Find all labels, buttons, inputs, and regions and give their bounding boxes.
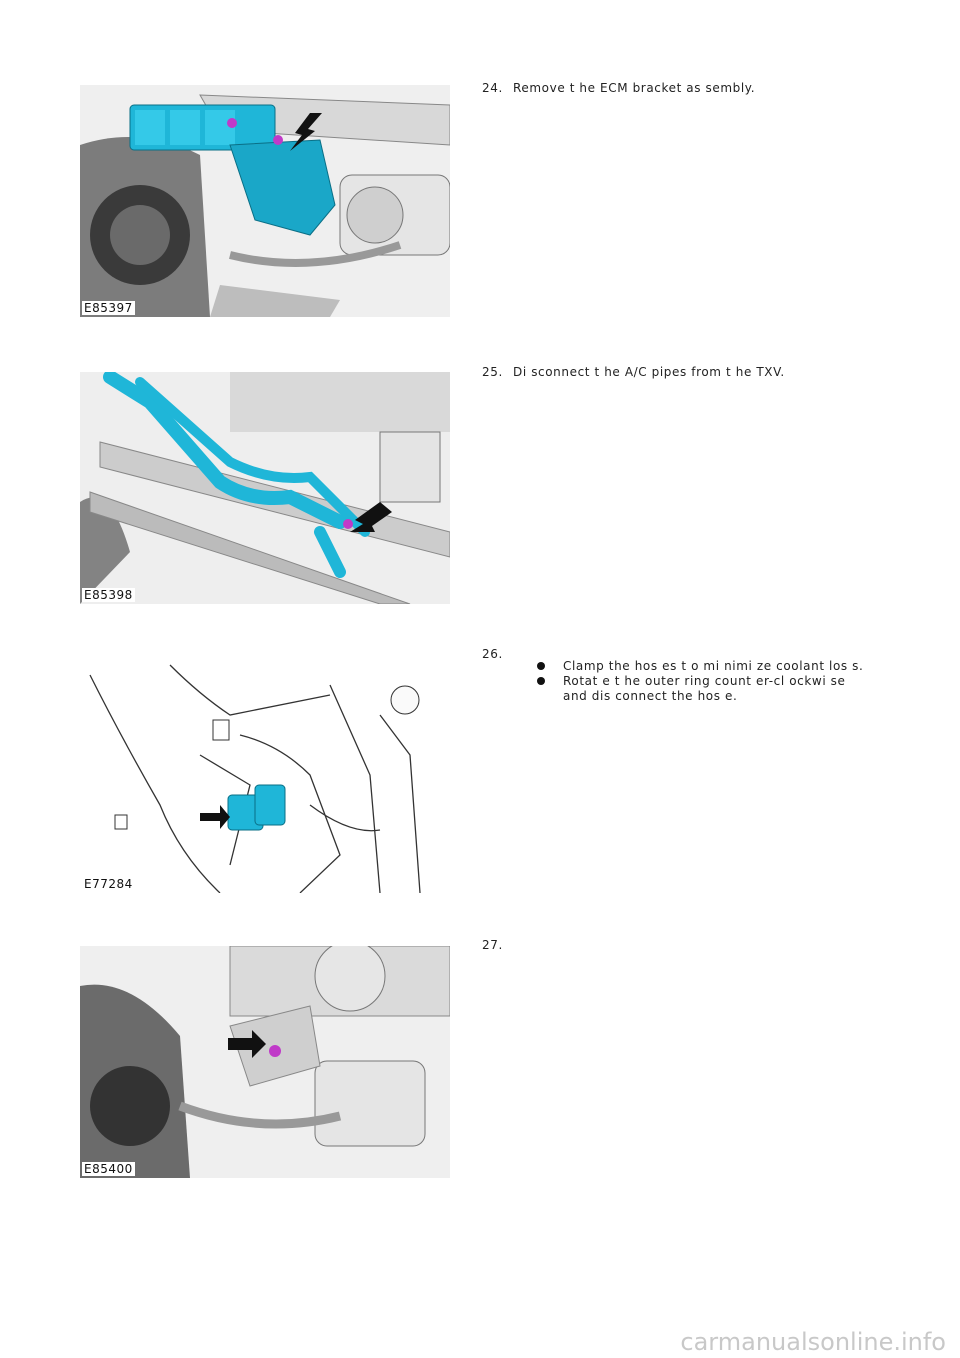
fastener-marker: [343, 519, 353, 529]
list-item: Rotat e t he outer ring count er-cl ockwi se and dis connect the hos e.: [535, 674, 865, 704]
ac-pipes-illustration: [80, 372, 450, 604]
step-number: 26.: [482, 647, 503, 661]
fastener-marker: [273, 135, 283, 145]
step-text: Remove t he ECM bracket as sembly.: [513, 81, 756, 95]
figure-e85397: [80, 85, 450, 317]
coolant-hose-illustration: [80, 655, 450, 893]
list-item: Clamp the hos es t o mi nimi ze coolant los s.: [535, 659, 865, 674]
figure-e77284: [80, 655, 450, 893]
step-text: Di sconnect t he A/C pipes from t he TXV.: [513, 365, 785, 379]
figure-e85400: [80, 946, 450, 1178]
figure-id: E85400: [84, 1162, 133, 1176]
step-number: 27.: [482, 938, 503, 952]
instruction-list: [535, 659, 865, 704]
figure-id: E77284: [84, 877, 133, 891]
fastener-marker: [269, 1045, 281, 1057]
figure-e85398: [80, 372, 450, 604]
figure-id: E85398: [84, 588, 133, 602]
fastener-marker: [227, 118, 237, 128]
step-number: 24.: [482, 81, 503, 95]
figure-id: E85397: [84, 301, 133, 315]
watermark: carmanualsonline.info: [680, 1328, 946, 1356]
component-removal-illustration: [80, 946, 450, 1178]
ecm-bracket-illustration: [80, 85, 450, 317]
step-number: 25.: [482, 365, 503, 379]
